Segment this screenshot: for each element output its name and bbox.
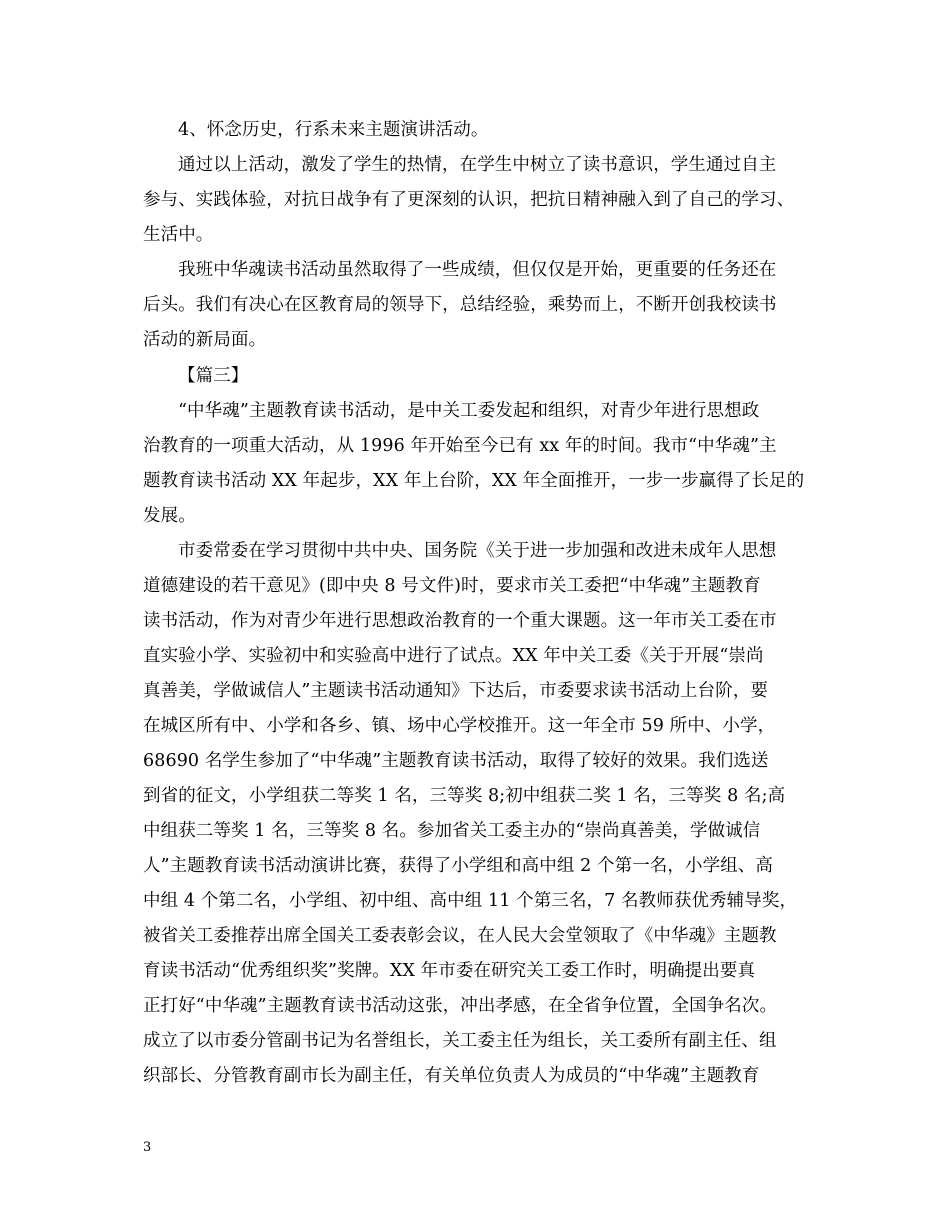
paragraph-line: 中组获二等奖 1 名，三等奖 8 名。参加省关工委主办的“崇尚真善美，学做诚信 [143, 821, 761, 841]
section-heading: 【篇三】 [178, 366, 249, 386]
paragraph-line: 人”主题教育读书活动演讲比赛，获得了小学组和高中组 2 个第一名，小学组、高 [143, 856, 774, 876]
paragraph-line: 到省的征文，小学组获二等奖 1 名，三等奖 8;初中组获二奖 1 名，三等奖 8 名;高 [143, 786, 786, 806]
paragraph-line: 正打好“中华魂”主题教育读书活动这张，冲出孝感，在全省争位置，全国争名次。 [143, 996, 778, 1016]
paragraph-line: 被省关工委推荐出席全国关工委表彰会议，在人民大会堂领取了《中华魂》主题教 [143, 926, 777, 946]
paragraph-line: 通过以上活动，激发了学生的热情，在学生中树立了读书意识，学生通过自主 [178, 155, 777, 175]
list-item-line: 4、怀念历史，行系未来主题演讲活动。 [178, 120, 489, 140]
paragraph-line: 中组 4 个第二名，小学组、初中组、高中组 11 个第三名，7 名教师获优秀辅导奖， [143, 891, 798, 911]
paragraph-line: 道德建设的若干意见》(即中央 8 号文件)时，要求市关工委把“中华魂”主题教育 [143, 576, 761, 596]
paragraph-line: “中华魂”主题教育读书活动，是中关工委发起和组织，对青少年进行思想政 [178, 401, 760, 421]
paragraph-line: 读书活动，作为对青少年进行思想政治教育的一个重大课题。这一年市关工委在市 [143, 611, 777, 631]
paragraph-line: 活动的新局面。 [143, 330, 267, 350]
paragraph-line: 真善美，学做诚信人”主题读书活动通知》下达后，市委要求读书活动上台阶，要 [143, 681, 769, 701]
paragraph-line: 直实验小学、实验初中和实验高中进行了试点。XX 年中关工委《关于开展“崇尚 [143, 646, 764, 666]
paragraph-line: 成立了以市委分管副书记为名誉组长，关工委主任为组长，关工委所有副主任、组 [143, 1031, 777, 1051]
paragraph-line: 后头。我们有决心在区教育局的领导下，总结经验，乘势而上，不断开创我校读书 [143, 295, 777, 315]
paragraph-line: 发展。 [143, 506, 196, 526]
paragraph-line: 治教育的一项重大活动，从 1996 年开始至今已有 xx 年的时间。我市“中华魂”主 [143, 436, 777, 456]
paragraph-line: 在城区所有中、小学和各乡、镇、场中心学校推开。这一年全市 59 所中、小学， [143, 716, 776, 736]
paragraph-line: 市委常委在学习贯彻中共中央、国务院《关于进一步加强和改进未成年人思想 [178, 541, 777, 561]
paragraph-line: 生活中。 [143, 225, 214, 245]
paragraph-line: 织部长、分管教育副市长为副主任，有关单位负责人为成员的“中华魂”主题教育 [143, 1066, 760, 1086]
paragraph-line: 68690 名学生参加了“中华魂”主题教育读书活动，取得了较好的效果。我们选送 [143, 751, 769, 771]
paragraph-line: 育读书活动“优秀组织奖”奖牌。XX 年市委在研究关工委工作时，明确提出要真 [143, 961, 756, 981]
page-number: 3 [143, 1140, 152, 1155]
paragraph-line: 题教育读书活动 XX 年起步，XX 年上台阶，XX 年全面推开，一步一步赢得了长足的 [143, 471, 805, 491]
paragraph-line: 我班中华魂读书活动虽然取得了一些成绩，但仅仅是开始，更重要的任务还在 [178, 260, 777, 280]
paragraph-line: 参与、实践体验，对抗日战争有了更深刻的认识，把抗日精神融入到了自己的学习、 [143, 190, 795, 210]
